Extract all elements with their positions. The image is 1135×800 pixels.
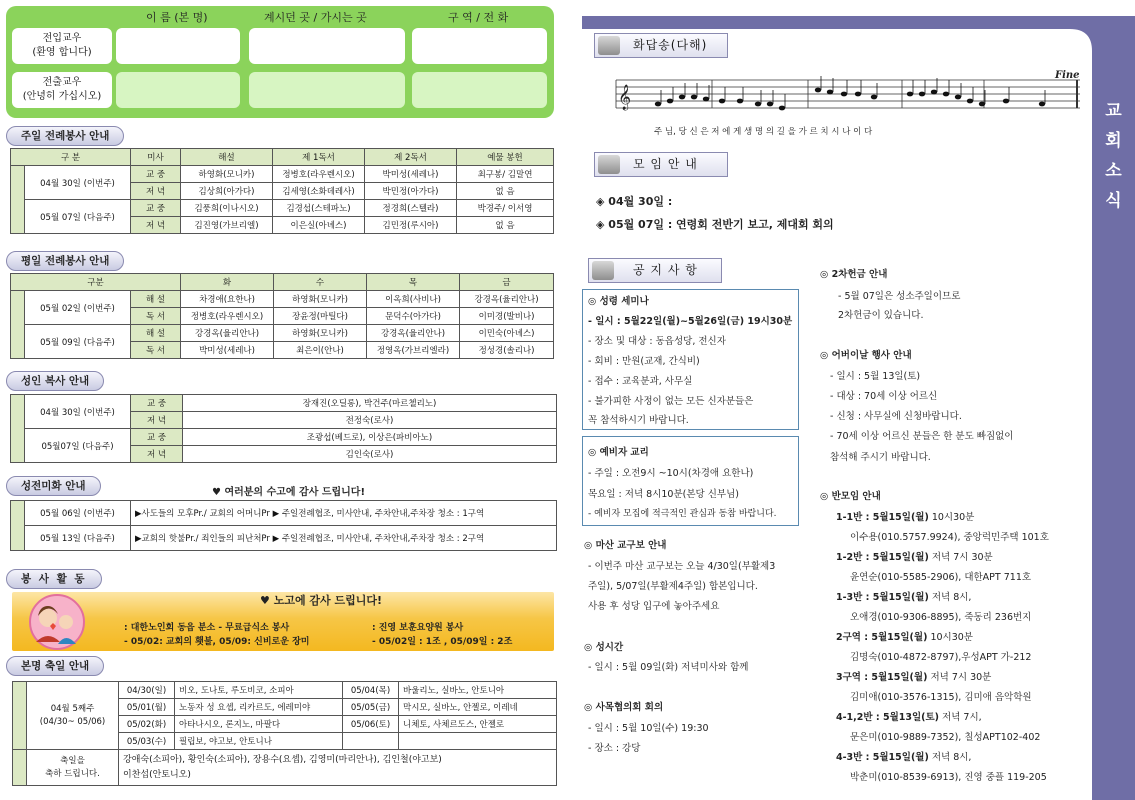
music-staff [612,68,1082,118]
group-date: 05월 07일 (다음주) [25,200,131,234]
feast-date: 04/30(일) [119,682,175,699]
row-shade [13,682,27,750]
banmoim-sub: 이수용(010.5757.9924), 중앙럭민주택 101호 [850,532,1049,543]
role-type: 독 서 [131,308,181,325]
music-note [667,99,673,104]
section-weekday-title: 평일 전례봉사 안내 [6,251,124,271]
notes-group [655,76,1045,110]
music-note [907,92,913,97]
mass-type: 저 녁 [131,446,183,463]
banmoim-head: 1-3반 : 5월15일(월) [836,592,929,603]
table-cell: 김진영(가브리엘) [181,217,273,234]
catechism-title: ◎ 예비자 교리 [588,447,649,458]
catechism-line: - 주일 : 오전9시 ~10시(차경애 요한나) [588,468,754,479]
music-note [919,92,925,97]
feast-names: 막시모, 실바노, 안젤로, 이레네 [399,699,557,716]
meeting-title: 모 임 안 내 [633,157,698,171]
table-cell: 정성경(솔리나) [460,342,554,359]
group-date: 05월 06일 (이번주) [25,501,131,526]
table-cell: 김민정(루시아) [365,217,457,234]
music-note [931,90,937,95]
table-cell: 박민정(아가다) [365,183,457,200]
council-line: - 장소 : 강당 [588,743,641,754]
music-note [979,102,985,107]
table-cell: 정경희(스텔라) [365,200,457,217]
table-cell: 이옥희(사비나) [367,291,460,308]
hymn-lyrics: 주 님, 당 신 은 저 에 게 생 명 의 길 을 가 르 치 시 나 이 다 [654,127,873,137]
table-cell: 하영화(모니카) [274,325,367,342]
role-type: 해 설 [131,291,181,308]
mass-type: 저 녁 [131,183,181,200]
mass-type: 저 녁 [131,412,183,429]
mass-type: 교 중 [131,429,183,446]
banmoim-tail: 저녁 8시, [928,592,972,603]
col-header: 화 [181,274,274,291]
feast-names [399,733,557,750]
newcomer-in-district [412,28,547,64]
banmoim-tail: 저녁 8시, [928,752,972,763]
music-note [719,99,725,104]
table-cell: 없 음 [457,217,554,234]
feast-date: 05/04(목) [343,682,399,699]
table-cell: 박미성(세레나) [365,166,457,183]
table-cell: 이은실(아녜스) [273,217,365,234]
table-cell: ▶교회의 핫불Pr./ 죄인들의 피난처Pr ▶ 주일전례협조, 미사안내, 주차안내,주차장 청소 : 2구역 [131,526,557,551]
parents-title: ◎ 어버이날 행사 안내 [820,350,912,361]
table-cell: 하영화(모니카) [274,291,367,308]
table-cell: ▶사도들의 모후Pr./ 교회의 어머니Pr ▶ 주일전례협조, 미사안내, 주차안내,주차장 청소 : 1구역 [131,501,557,526]
cleaning-thanks: ♥ 여러분의 수고에 감사 드립니다! [212,487,366,498]
music-note [1039,102,1045,107]
banmoim-head: 1-2반 : 5월15일(월) [836,552,929,563]
council-title: ◎ 사목협의회 회의 [584,702,664,713]
congrats-line1: 강애숙(소피아), 황인숙(소피아), 장용수(요셉), 김영미(마리안나), 김인철(야고보) [123,754,442,765]
table-cell: 강경옥(율리안나) [367,325,460,342]
banmoim-tail: 10시30분 [927,632,973,643]
music-note [737,99,743,104]
service-thanks: ♥ 노고에 감사 드립니다! [260,594,382,607]
music-note [1003,99,1009,104]
council-line: - 일시 : 5월 10일(수) 19:30 [588,723,709,734]
masan-line: - 이번주 마산 교구보는 오늘 4/30일(부활제3 [588,561,776,572]
row-shade [11,501,25,551]
notice-title: 공 지 사 항 [633,263,698,277]
svg-text:𝄞: 𝄞 [618,85,632,110]
mass-type: 교 중 [131,395,183,412]
congrats-label: 축일을 축하 드립니다. [27,750,119,786]
feast-date: 05/01(월) [119,699,175,716]
music-note [871,95,877,100]
section-feast-title: 본명 축일 안내 [6,656,104,676]
newcomer-out-label: 전출교우 (안녕히 가십시오) [12,72,112,108]
collection-line: 2차헌금이 있습니다. [838,310,924,321]
banmoim-tail: 저녁 7시, [939,712,982,723]
banmoim-head: 3구역 : 5월15일(월) [836,672,928,683]
feast-names: 비오, 도나토, 루도비코, 소피아 [175,682,343,699]
banmoim-sub: 김명숙(010-4872-8797),우성APT 가-212 [850,652,1032,663]
music-note [779,106,785,111]
sunday-table [10,148,554,234]
group-date: 04월 30일 (이번주) [25,395,131,429]
table-cell: 최구봉/ 김말연 [457,166,554,183]
feast-date: 05/02(화) [119,716,175,733]
music-note [755,102,761,107]
banmoim-tail: 저녁 7시 30분 [927,672,992,683]
congrats-line2: 이찬섭(안토니오) [123,769,191,780]
role-type: 독 서 [131,342,181,359]
newcomers-box [6,6,554,118]
banmoim-title: ◎ 반모임 안내 [820,491,881,502]
col-header: 목 [367,274,460,291]
service-right-line1: : 진영 보훈요양원 봉사 [372,623,464,633]
music-note [967,99,973,104]
seminar-line: - 장소 및 대상 : 동읍성당, 전신자 [588,336,726,347]
seminar-line: 꼭 참석하시기 바랍니다. [588,415,689,426]
banmoim-sub: 박춘미(010-8539-6913), 진영 중플 119-205 [850,772,1047,783]
feast-names: 바울리노, 실바노, 안토니아 [399,682,557,699]
newcomer-in-place [249,28,405,64]
saint-portrait-icon [592,261,614,280]
feast-table [12,681,557,750]
masan-line: 주일), 5/07일(부활제4주일) 합본입니다. [588,581,758,592]
table-cell: 이민숙(아녜스) [460,325,554,342]
banmoim-sub: 문은미(010-9889-7352), 칠성APT102-402 [850,732,1041,743]
feast-names: 아타나시오, 론지노, 마팔다 [175,716,343,733]
side-title-char: 식 [1105,191,1122,211]
table-cell: 정병호(라우렌시오) [181,308,274,325]
corner-curve [1070,29,1092,51]
table-cell: 이미경(발비나) [460,308,554,325]
saint-portrait-icon [598,155,620,174]
parents-line: - 신청 : 사무실에 신청바랍니다. [830,411,962,422]
music-note [691,95,697,100]
col-header: 구분 [11,274,181,291]
service-left-line2: - 05/02: 교회의 횃불, 05/09: 신비로운 장미 [124,637,310,647]
masan-title: ◎ 마산 교구보 안내 [584,540,667,551]
side-title-char: 교 [1105,101,1122,121]
table-cell: 최은이(안나) [274,342,367,359]
table-cell: 김인숙(로사) [183,446,557,463]
meeting-line1: ◈ 04월 30일 : [596,195,673,208]
row-shade [11,166,25,234]
mass-type: 교 중 [131,166,181,183]
music-note [841,92,847,97]
col-header: 금 [460,274,554,291]
weekday-table [10,273,554,359]
seminar-line: - 접수 : 교육분과, 사무실 [588,376,693,387]
table-cell: 김세영(소화데레사) [273,183,365,200]
parents-line: 참석해 주시기 바랍니다. [830,452,931,463]
section-adult-title: 성인 복사 안내 [6,371,104,391]
banmoim-tail: 10시30분 [928,512,975,523]
col-header: 수 [274,274,367,291]
banmoim-head: 1-1반 : 5월15일(월) [836,512,929,523]
volunteer-illustration-icon [20,592,94,652]
table-cell: 문덕수(아가다) [367,308,460,325]
meeting-line2: ◈ 05월 07일 : 연령회 전반기 보고, 제대회 회의 [596,218,834,231]
newcomer-in-label: 전입교우 (환영 합니다) [12,28,112,64]
banmoim-head: 4-3반 : 5월15일(월) [836,752,929,763]
hymn-header [594,33,728,58]
banmoim-head: 4-1,2반 : 5월13일(토) [836,712,940,723]
group-date: 04월 30일 (이번주) [25,166,131,200]
congrats-cell [119,750,557,786]
seminar-title: ◎ 성령 세미나 [588,296,649,307]
parents-line: - 70세 이상 어르신 분들은 한 분도 빠짐없이 [830,431,1014,442]
banmoim-sub: 윤연순(010-5585-2906), 대한APT 711호 [850,572,1032,583]
feast-range: 04월 5째주 (04/30~ 05/06) [27,682,119,750]
feast-date: 05/05(금) [343,699,399,716]
feast-names: 니체토, 사체르도스, 안젤로 [399,716,557,733]
table-cell: 박경주/ 이서영 [457,200,554,217]
col-header: 구 분 [11,149,131,166]
col-header: 예물 봉헌 [457,149,554,166]
table-cell: 정병호(라우렌시오) [273,166,365,183]
feast-date: 05/06(토) [343,716,399,733]
feast-names: 노동자 성 요셉, 리카르도, 에레미야 [175,699,343,716]
notice-header [588,258,722,283]
banmoim-tail: 저녁 7시 30분 [928,552,993,563]
row-shade [11,291,25,359]
newcomer-in-name [116,28,240,64]
side-title-char: 소 [1105,161,1122,181]
saint-portrait-icon [598,36,620,55]
meeting-header [594,152,728,177]
table-cell: 장재진(오딜롱), 박건주(마르첼리노) [183,395,557,412]
service-right-line2: - 05/02일 : 1조 , 05/09일 : 2조 [372,637,513,647]
mass-type: 교 중 [131,200,181,217]
table-cell: 강경옥(율리안나) [181,325,274,342]
music-note [655,102,661,107]
table-cell: 강경옥(율리안나) [460,291,554,308]
col-header: 제 2독서 [365,149,457,166]
table-cell: 정영옥(가브리엘라) [367,342,460,359]
table-cell: 차경애(요한나) [181,291,274,308]
catechism-line: 목요일 : 저녁 8시10분(본당 신부님) [588,489,739,500]
row-shade [13,750,27,786]
section-sunday-title: 주일 전례봉사 안내 [6,126,124,146]
side-title [1092,96,1135,216]
collection-title: ◎ 2차헌금 안내 [820,269,888,280]
table-cell: 하영화(모니카) [181,166,273,183]
hour-line: - 일시 : 5월 09일(화) 저녁미사와 함께 [588,662,749,673]
table-cell: 전정숙(로사) [183,412,557,429]
table-cell: 없 음 [457,183,554,200]
header-district: 구 역 / 전 화 [448,11,509,24]
music-note [815,88,821,93]
collection-line: - 5월 07일은 성소주일이므로 [838,291,961,302]
group-date: 05월 02일 (이번주) [25,291,131,325]
hymn-fine: Fine [1055,70,1080,81]
hymn-title: 화답송(다해) [633,38,708,52]
music-note [767,102,773,107]
service-left-line1: : 대한노인회 동읍 분소 - 무료급식소 봉사 [124,623,290,633]
top-bar [582,16,1092,29]
music-note [827,90,833,95]
masan-line: 사용 후 성당 입구에 놓아주세요 [588,601,720,612]
table-cell: 김경섭(스테파노) [273,200,365,217]
music-note [955,95,961,100]
col-header: 해설 [181,149,273,166]
seminar-line: - 회비 : 만원(교재, 간식비) [588,356,700,367]
hour-title: ◎ 성시간 [584,642,624,653]
table-cell: 김상희(아가다) [181,183,273,200]
group-date: 05월07일 (다음주) [25,429,131,463]
newcomer-out-district [412,72,547,108]
table-cell: 조광섭(베드로), 이상은(파비아노) [183,429,557,446]
table-cell: 김풍희(이나시오) [181,200,273,217]
parents-line: - 일시 : 5월 13일(토) [830,371,921,382]
group-date: 05월 09일 (다음주) [25,325,131,359]
group-date: 05월 13일 (다음주) [25,526,131,551]
col-header: 제 1독서 [273,149,365,166]
music-note [943,92,949,97]
role-type: 해 설 [131,325,181,342]
cleaning-table [10,500,557,551]
feast-date [343,733,399,750]
feast-names: 필립보, 야고보, 안토니나 [175,733,343,750]
music-note [679,95,685,100]
congrats-table [12,749,557,786]
header-place: 계시던 곳 / 가시는 곳 [264,11,367,24]
catechism-line: - 예비자 모집에 적극적인 관심과 동참 바랍니다. [588,509,777,519]
row-shade [11,395,25,463]
music-note [855,92,861,97]
header-name: 이 름 (본 명) [146,11,208,24]
section-service-title: 봉 사 활 동 [6,569,102,589]
newcomer-out-place [249,72,405,108]
music-note [703,97,709,102]
newcomer-out-name [116,72,240,108]
banmoim-sub: 오애경(010-9306-8895), 죽동리 236번지 [850,612,1032,623]
adult-table [10,394,557,463]
side-title-char: 회 [1105,131,1122,151]
feast-date: 05/03(수) [119,733,175,750]
seminar-line: - 일시 : 5월22일(월)~5월26일(금) 19시30분 [588,316,793,327]
table-cell: 장윤정(마틸다) [274,308,367,325]
banmoim-sub: 김미애(010-3576-1315), 김미애 음악학원 [850,692,1032,703]
section-cleaning-title: 성전미화 안내 [6,476,101,496]
mass-type: 저 녁 [131,217,181,234]
banmoim-head: 2구역 : 5월15일(월) [836,632,928,643]
table-cell: 박미성(세레나) [181,342,274,359]
parents-line: - 대상 : 70세 이상 어르신 [830,391,938,402]
col-header: 미사 [131,149,181,166]
seminar-line: - 불가피한 사정이 없는 모든 신자분들은 [588,396,754,407]
